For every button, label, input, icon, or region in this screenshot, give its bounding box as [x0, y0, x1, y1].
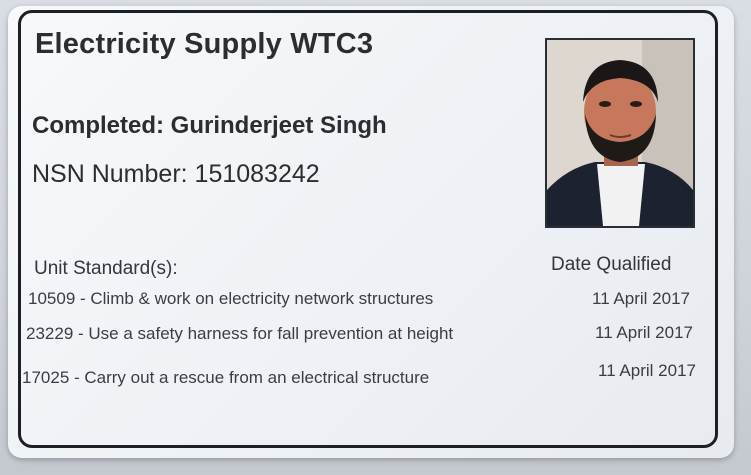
completed-name: Completed: Gurinderjeet Singh	[32, 112, 387, 139]
unit-standard-row: 10509 - Climb & work on electricity network structures	[28, 289, 434, 308]
unit-date: 11 April 2017	[598, 361, 696, 380]
nsn-number: NSN Number: 151083242	[32, 160, 320, 188]
certification-card	[8, 6, 734, 458]
unit-date: 11 April 2017	[595, 323, 693, 342]
person-photo-illustration	[547, 40, 693, 226]
date-qualified-header: Date Qualified	[551, 254, 672, 275]
unit-date: 11 April 2017	[592, 289, 690, 308]
card-title: Electricity Supply WTC3	[35, 28, 374, 60]
id-photo	[545, 38, 695, 228]
unit-standard-row: 23229 - Use a safety harness for fall prevention at height	[26, 324, 454, 343]
unit-standards-header: Unit Standard(s):	[34, 258, 178, 279]
unit-standard-row: 17025 - Carry out a rescue from an electrical structure	[22, 368, 430, 387]
